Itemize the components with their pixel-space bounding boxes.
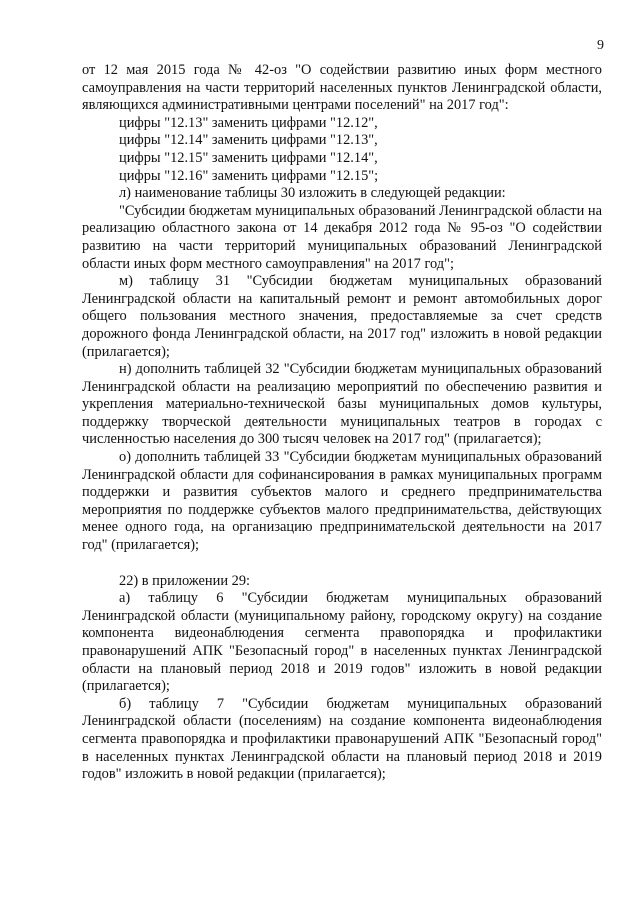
paragraph-section-22: 22) в приложении 29: (119, 572, 251, 589)
paragraph-digits-replace-4: цифры "12.16" заменить цифрами "12.15"; (119, 167, 379, 184)
paragraph-spacer (82, 555, 602, 573)
paragraph-digits-replace-3: цифры "12.15" заменить цифрами "12.14", (119, 149, 378, 166)
paragraph-item-b: б) таблицу 7 "Субсидии бюджетам муниципальных образований Ленинградской области (поселениям) на создание компонента видеонаблюдения сегмента правопорядка и профилактики правонарушений АПК "Безопасный город" в населенных пунктах Ленинградской области на плановый период 2018 и 2019 годов" изложить в новой редакции (прилагается); (82, 695, 602, 783)
paragraph-digits-replace-1: цифры "12.13" заменить цифрами "12.12", (119, 114, 378, 131)
paragraph-item-a: а) таблицу 6 "Субсидии бюджетам муниципальных образований Ленинградской области (муниципальному району, городскому округу) на создание компонента видеонаблюдения сегмента правопорядка и профилактики правонарушений АПК "Безопасный город" в населенных пунктах Ленинградской области на плановый период 2018 и 2019 годов" изложить в новой редакции (прилагается); (82, 590, 602, 695)
paragraph-item-m: м) таблицу 31 "Субсидии бюджетам муниципальных образований Ленинградской области на капитальный ремонт и ремонт автомобильных дорог общего пользования местного значения, предоставляемые за счет средств дорожного фонда Ленинградской области, на 2017 год" изложить в новой редакции (прилагается); (82, 273, 602, 360)
paragraph-table-30-title: "Субсидии бюджетам муниципальных образований Ленинградской области на реализацию областного закона от 14 декабря 2012 года № 95-оз "О содействии развитию на части территорий муниципальных образований Ленинградской области иных форм местного самоуправления" на 2017 год"; (82, 202, 602, 272)
paragraph-law-reference: от 12 мая 2015 года № 42-оз "О содействии развитию иных форм местного самоуправления на части территорий населенных пунктов Ленинградской области, являющихся административными центрами поселений" на 2017 год": (82, 62, 602, 114)
paragraph-digits-replace-2: цифры "12.14" заменить цифрами "12.13", (119, 132, 378, 149)
paragraph-item-n: н) дополнить таблицей 32 "Субсидии бюджетам муниципальных образований Ленинградской области на реализацию мероприятий по обеспечению развития и укрепления материально-технической базы муниципальных домов культуры, поддержку творческой деятельности муниципальных театров в городах с численностью населения до 300 тысяч человек на 2017 год" (прилагается); (82, 361, 602, 448)
page-number: 9 (597, 38, 604, 53)
paragraph-item-o: о) дополнить таблицей 33 "Субсидии бюджетам муниципальных образований Ленинградской области для софинансирования в рамках муниципальных программ поддержки и развития субъектов малого и среднего предпринимательства мероприятия по поддержке субъектов малого предпринимательства, действующих менее одного года, на организацию предпринимательской деятельности на 2017 год" (прилагается); (82, 449, 602, 554)
paragraph-item-l: л) наименование таблицы 30 изложить в следующей редакции: (119, 185, 506, 202)
document-body (82, 62, 602, 784)
